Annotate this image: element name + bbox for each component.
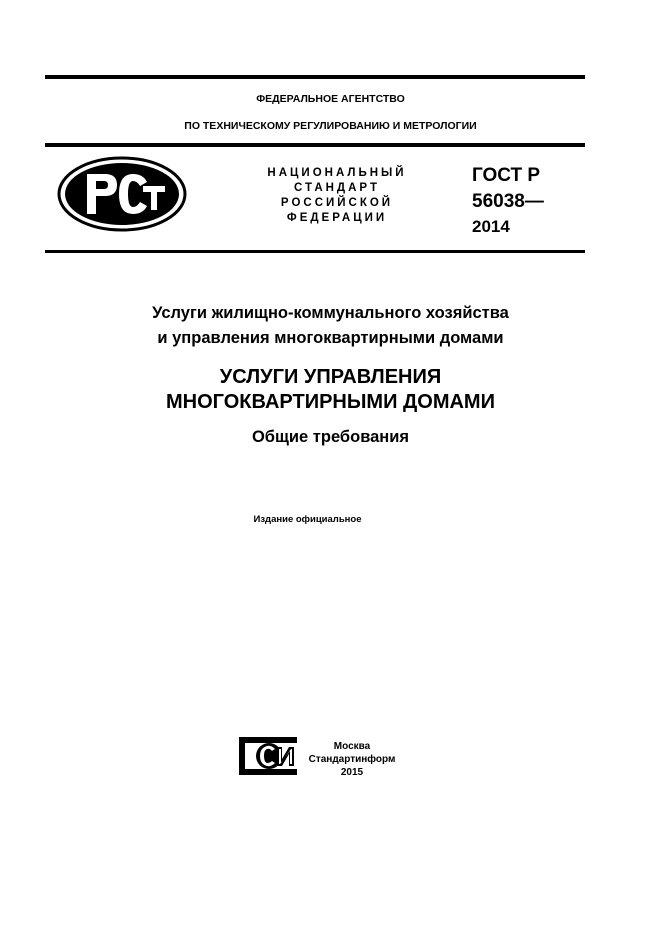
publication-year: 2015	[340, 767, 364, 778]
main-title-line-1: УСЛУГИ УПРАВЛЕНИЯ	[219, 366, 442, 388]
standartinform-logo-icon	[237, 735, 299, 777]
gost-designation-line-3: 2014	[472, 217, 510, 236]
edition-label: Издание официальное	[253, 514, 362, 525]
national-standard-line-3: РОССИЙСКОЙ	[280, 197, 394, 209]
gost-designation-line-2: 56038—	[472, 191, 544, 212]
publisher-name: Стандартинформ	[308, 754, 396, 765]
main-title-line-2: МНОГОКВАРТИРНЫМИ ДОМАМИ	[166, 391, 495, 413]
top-rule	[45, 75, 585, 79]
national-standard-line-1: НАЦИОНАЛЬНЫЙ	[267, 167, 407, 179]
general-requirements-title: Общие требования	[251, 428, 410, 446]
agency-name-line-2: ПО ТЕХНИЧЕСКОМУ РЕГУЛИРОВАНИЮ И МЕТРОЛОГИИ	[184, 120, 477, 132]
subtitle-line-1: Услуги жилищно-коммунального хозяйства	[152, 304, 509, 322]
national-standard-line-2: СТАНДАРТ	[294, 182, 380, 194]
standard-block-bottom-rule	[45, 250, 585, 253]
gost-designation-line-1: ГОСТ Р	[472, 165, 541, 186]
agency-name-line-1: ФЕДЕРАЛЬНОЕ АГЕНТСТВО	[256, 93, 405, 105]
rst-certification-mark-icon	[57, 156, 187, 232]
standard-block-top-rule	[45, 143, 585, 147]
subtitle-line-2: и управления многоквартирными домами	[157, 329, 504, 347]
national-standard-line-4: ФЕДЕРАЦИИ	[286, 212, 388, 224]
publisher-city: Москва	[333, 741, 371, 752]
